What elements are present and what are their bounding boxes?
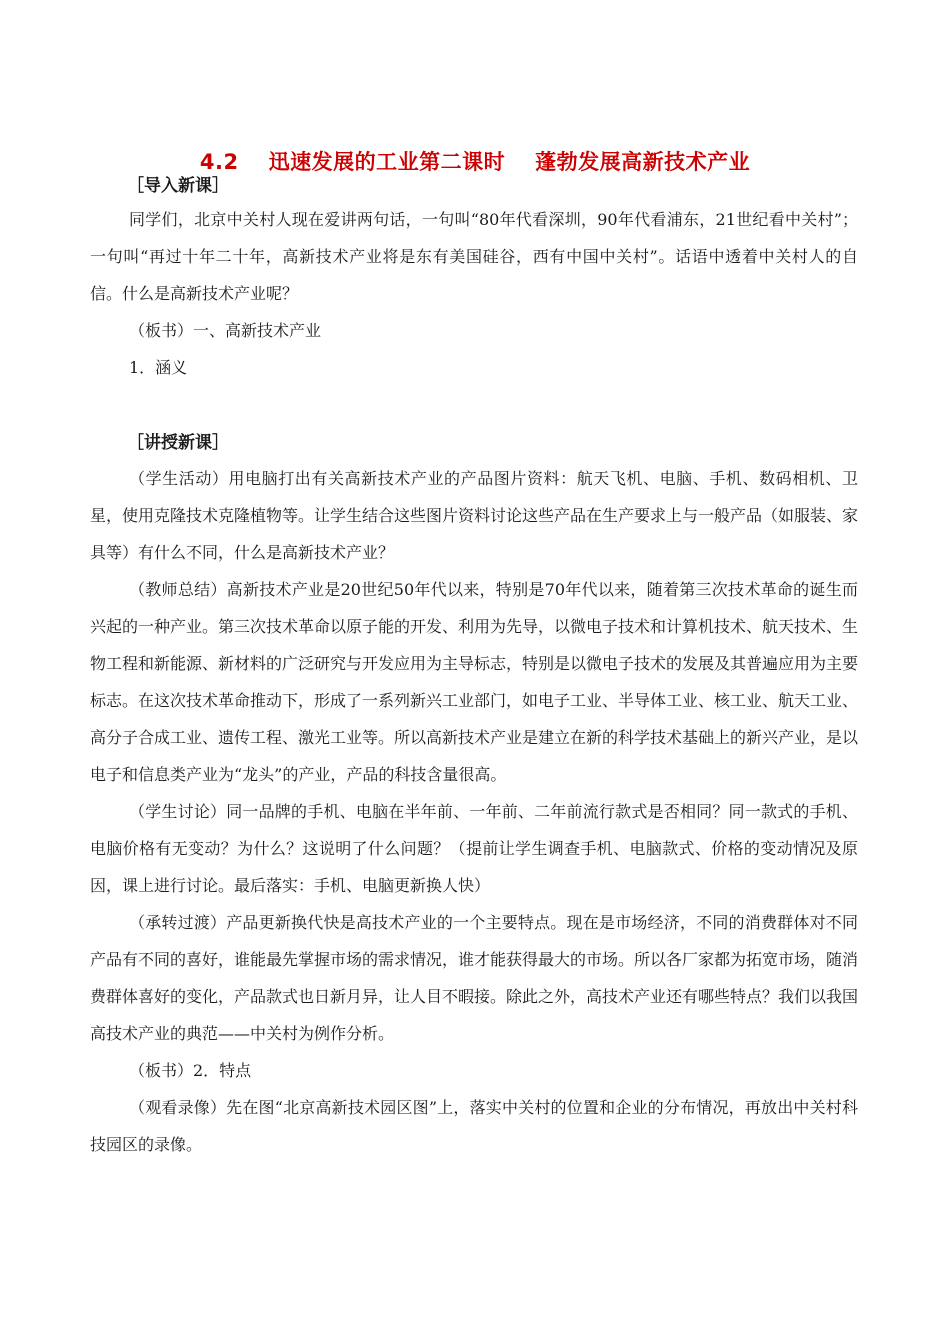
paragraph-transition: （承转过渡）产品更新换代快是高技术产业的一个主要特点。现在是市场经济，不同的消费群体对不同产品有不同的喜好，谁能最先掌握市场的需求情况，谁才能获得最大的市场。所以各厂家都为拓宽市场，随消费群体喜好的变化，产品款式也日新月异，让人目不暇接。除此之外，高技术产业还有哪些特点？我们以我国高技术产业的典范——中关村为例作分析。 [90, 913, 859, 1043]
board-note-2: （板书）2．特点 [129, 1061, 252, 1080]
intro-paragraph: 同学们，北京中关村人现在爱讲两句话，一句叫“80年代看深圳，90年代看浦东，21世纪看中关村”；一句叫“再过十年二十年，高新技术产业将是东有美国硅谷，西有中国中关村”。话语中透着中关村人的自信。什么是高新技术产业呢？ [90, 210, 858, 303]
paragraph-student-discussion: （学生讨论）同一品牌的手机、电脑在半年前、一年前、二年前流行款式是否相同？同一款式的手机、电脑价格有无变动？为什么？这说明了什么问题？（提前让学生调查手机、电脑款式、价格的变动情况及原因，课上进行讨论。最后落实：手机、电脑更新换人快） [90, 802, 858, 895]
paragraph-video: （观看录像）先在图“北京高新技术园区图”上，落实中关村的位置和企业的分布情况，再放出中关村科技园区的录像。 [90, 1098, 858, 1154]
document-title [0, 146, 950, 176]
title-lesson: 迅速发展的工业第二课时 [268, 150, 506, 174]
item-definition: 1．涵义 [129, 358, 188, 377]
section-heading-intro: ［导入新课］ [127, 176, 229, 196]
title-number: 4.2 [199, 150, 239, 174]
section-intro-body [90, 201, 858, 386]
board-note-1: （板书）一、高新技术产业 [129, 321, 322, 340]
section-lecture-body [90, 460, 858, 1163]
section-heading-lecture: ［讲授新课］ [127, 433, 229, 453]
title-topic: 蓬勃发展高新技术产业 [535, 150, 751, 174]
paragraph-student-activity: （学生活动）用电脑打出有关高新技术产业的产品图片资料：航天飞机、电脑、手机、数码相机、卫星，使用克隆技术克隆植物等。让学生结合这些图片资料讨论这些产品在生产要求上与一般产品（如服装、家具等）有什么不同，什么是高新技术产业？ [90, 469, 859, 562]
paragraph-teacher-summary: （教师总结）高新技术产业是20世纪50年代以来，特别是70年代以来，随着第三次技术革命的诞生而兴起的一种产业。第三次技术革命以原子能的开发、利用为先导，以微电子技术和计算机技术、航天技术、生物工程和新能源、新材料的广泛研究与开发应用为主导标志，特别是以微电子技术的发展及其普遍应用为主要标志。在这次技术革命推动下，形成了一系列新兴工业部门，如电子工业、半导体工业、核工业、航天工业、高分子合成工业、遗传工程、激光工业等。所以高新技术产业是建立在新的科学技术基础上的新兴产业，是以电子和信息类产业为“龙头”的产业，产品的科技含量很高。 [90, 580, 859, 784]
